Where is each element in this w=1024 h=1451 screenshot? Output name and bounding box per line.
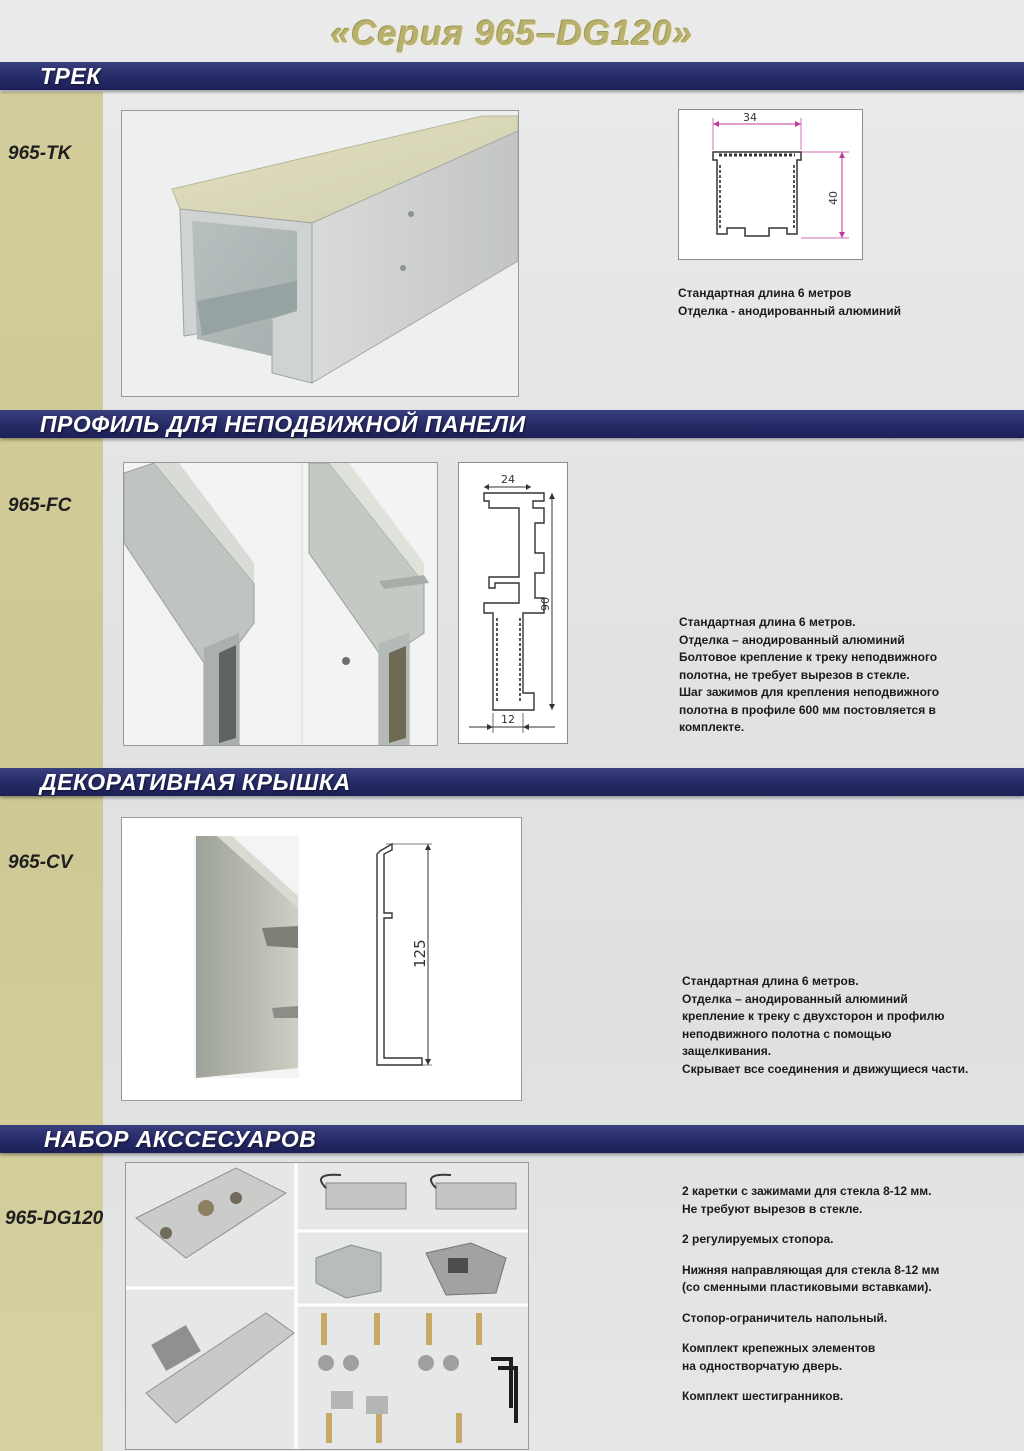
desc-line: полотна, не требует вырезов в стекле. — [679, 667, 910, 682]
fixed-panel-profile-shape — [484, 493, 544, 710]
kit-item-line: Комплект шестигранников. — [682, 1389, 844, 1403]
dim-label-height: 125 — [411, 939, 429, 968]
track-illustration — [122, 111, 518, 396]
kit-item — [682, 1262, 939, 1297]
desc-line: Стандартная длина 6 метров — [678, 286, 852, 300]
section-heading-cover: ДЕКОРАТИВНАЯ КРЫШКА — [40, 769, 351, 795]
product-code-kit: 965-DG120 — [5, 1208, 104, 1229]
desc-line: Болтовое крепление к треку неподвижного — [679, 650, 938, 664]
dim-label-height: 90 — [539, 597, 552, 611]
desc-line: защелкивания. — [682, 1044, 772, 1058]
product-code-cover: 965-CV — [8, 852, 73, 873]
page-title: «Серия 965–DG120» — [330, 14, 694, 53]
kit-item — [682, 1310, 939, 1328]
kit-item — [682, 1231, 939, 1249]
desc-line: Стандартная длина 6 метров. — [679, 615, 856, 629]
desc-line: Отделка – анодированный алюминий — [679, 632, 905, 647]
kit-item-line: Нижняя направляющая для стекла 8-12 мм — [682, 1262, 940, 1277]
fixed-panel-description — [679, 614, 939, 737]
dim-label-top: 24 — [501, 473, 515, 486]
kit-item — [682, 1340, 939, 1375]
kit-item-line: Не требуют вырезов в стекле. — [682, 1201, 863, 1216]
kit-item-line: 2 каретки с зажимами для стекла 8-12 мм. — [682, 1184, 932, 1198]
section-heading-fixed-panel: ПРОФИЛЬ ДЛЯ НЕПОДВИЖНОЙ ПАНЕЛИ — [40, 411, 526, 437]
kit-item-line: Комплект крепежных элементов — [682, 1341, 876, 1355]
product-code-track: 965-TK — [8, 143, 72, 164]
kit-item-line: 2 регулируемых стопора. — [682, 1232, 834, 1246]
kit-items-list — [682, 1183, 939, 1419]
dim-label-bottom: 12 — [501, 713, 515, 726]
track-profile-shape — [713, 152, 801, 236]
track-photo — [121, 110, 519, 397]
desc-line: Отделка - анодированный алюминий — [678, 303, 902, 318]
desc-line: Скрывает все соединения и движущиеся части. — [682, 1061, 969, 1076]
cover-illustration — [122, 818, 521, 1100]
section-band-cover — [0, 768, 1024, 796]
section-band-kit — [0, 1125, 1024, 1153]
desc-line: полотна в профиле 600 мм постовляется в — [679, 702, 936, 717]
desc-line: крепление к треку с двухсторон и профилю — [682, 1009, 945, 1023]
kit-item — [682, 1388, 939, 1406]
desc-line: неподвижного полотна с помощью — [682, 1026, 892, 1041]
desc-line: Шаг зажимов для крепления неподвижного — [679, 685, 940, 699]
kit-item-line: (со сменными пластиковыми вставками). — [682, 1280, 932, 1294]
product-code-fixed-panel: 965-FC — [8, 495, 72, 516]
desc-line: Стандартная длина 6 метров. — [682, 974, 859, 988]
kit-illustration — [126, 1163, 528, 1449]
fixed-panel-photo — [123, 462, 438, 746]
fixed-panel-drawing — [458, 462, 568, 744]
desc-line: комплекте. — [679, 720, 745, 734]
kit-item-line: Стопор-ограничитель напольный. — [682, 1310, 888, 1325]
kit-item — [682, 1183, 939, 1218]
dim-label-width: 34 — [743, 111, 757, 124]
section-heading-kit: НАБОР АКССЕСУАРОВ — [44, 1126, 317, 1152]
track-drawing — [678, 109, 863, 260]
fixed-panel-illustration — [124, 463, 437, 745]
track-description — [678, 285, 901, 320]
desc-line: Отделка – анодированный алюминий — [682, 991, 908, 1006]
section-band-fixed-panel — [0, 410, 1024, 438]
kit-photos — [125, 1162, 529, 1450]
section-band-track — [0, 62, 1024, 90]
kit-item-line: на одностворчатую дверь. — [682, 1358, 843, 1373]
cover-description — [682, 973, 968, 1078]
cover-panel — [121, 817, 522, 1101]
dim-label-height: 40 — [827, 191, 840, 205]
section-heading-track: ТРЕК — [40, 63, 101, 89]
